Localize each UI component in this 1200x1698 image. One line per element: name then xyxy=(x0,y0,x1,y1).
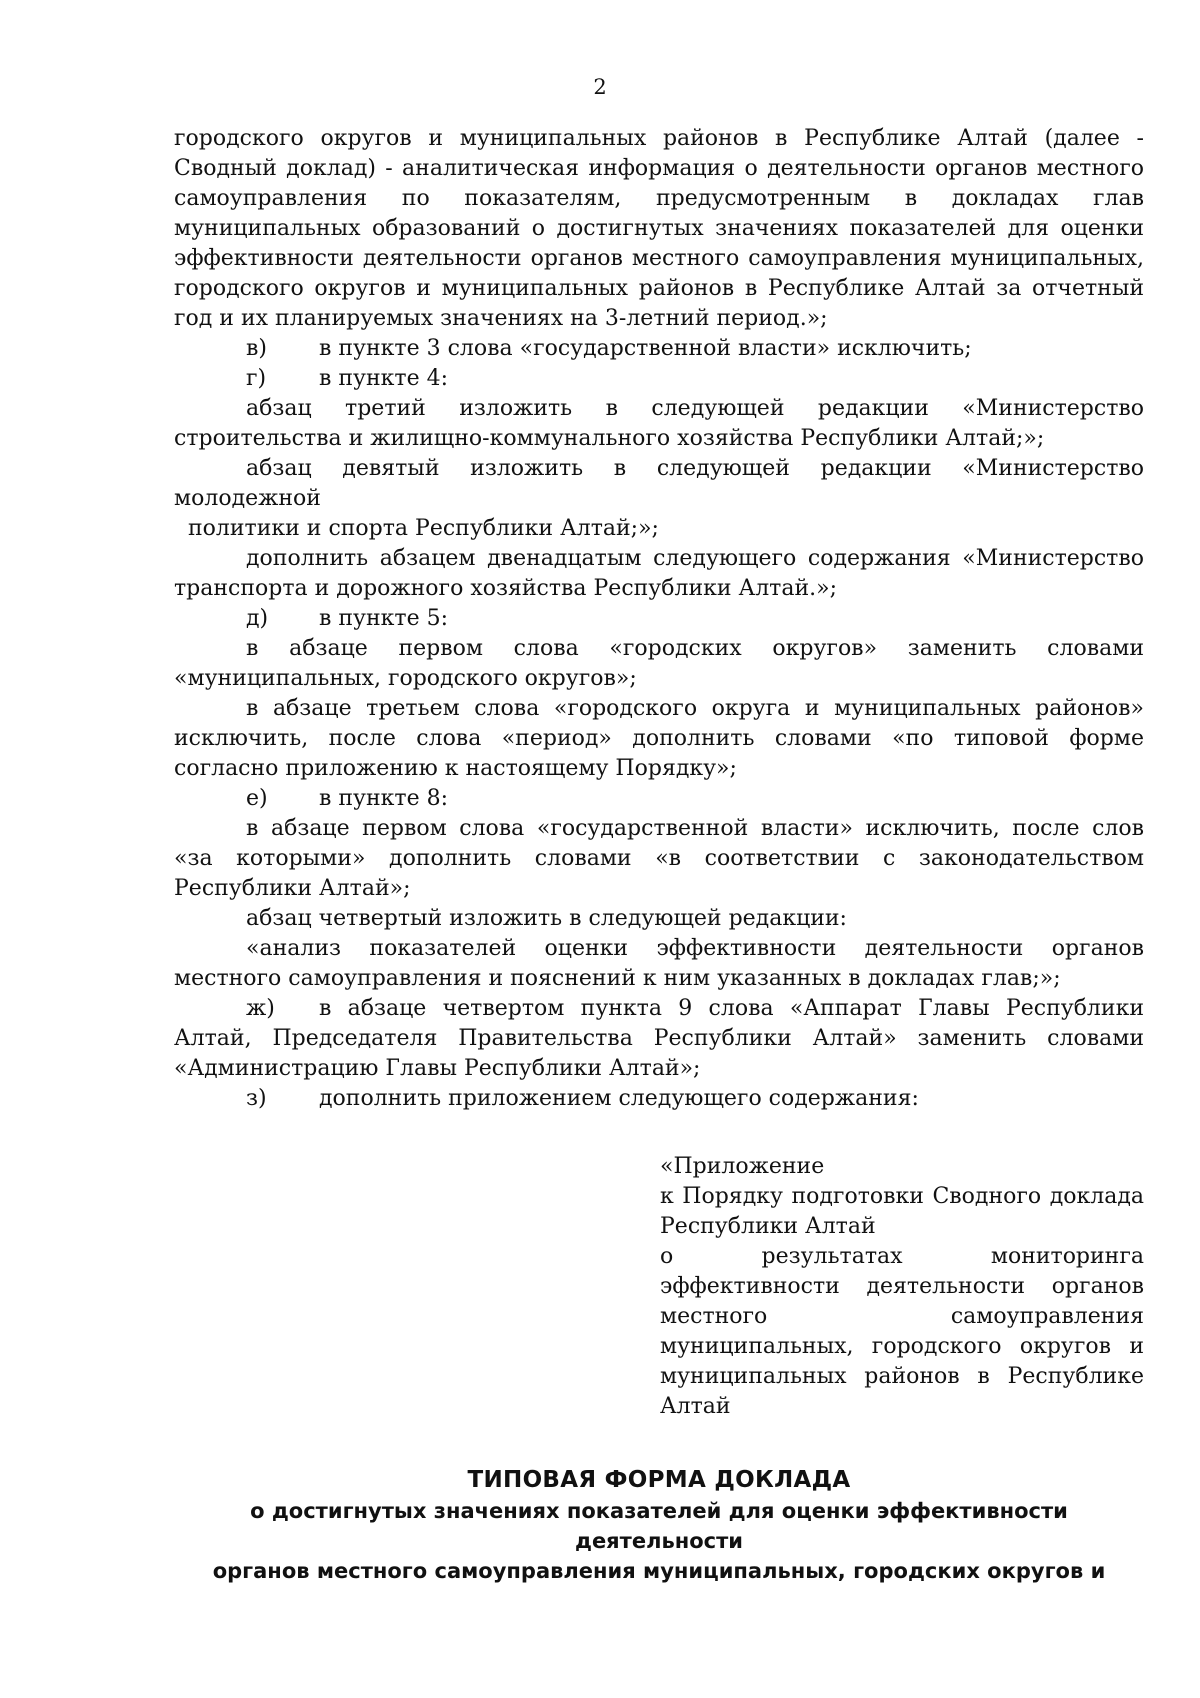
list-item-g xyxy=(246,364,1144,394)
form-title: ТИПОВАЯ ФОРМА ДОКЛАДА xyxy=(467,1467,851,1493)
list-item-e xyxy=(246,784,1144,814)
paragraph: в абзаце первом слова «городских округов» заменить словами «муниципальных, городского округов»; xyxy=(174,636,1144,691)
appendix-label: «Приложение xyxy=(660,1154,825,1179)
appendix-header xyxy=(660,1152,1144,1422)
form-subtitle-line: органов местного самоуправления муниципальных, городских округов и xyxy=(212,1559,1106,1583)
list-item-zh xyxy=(174,994,1144,1084)
list-item-text: дополнить приложением следующего содержания: xyxy=(319,1086,919,1111)
form-title-block xyxy=(174,1464,1144,1586)
page-number: 2 xyxy=(593,75,607,99)
list-marker: д) xyxy=(246,606,269,631)
paragraph: дополнить абзацем двенадцатым следующего содержания «Министерство транспорта и дорожного хозяйства Республики Алтай.»; xyxy=(174,546,1144,601)
list-marker: г) xyxy=(246,366,267,391)
paragraph: абзац девятый изложить в следующей редакции «Министерство молодежной xyxy=(174,456,1144,511)
list-item-z xyxy=(246,1084,1144,1114)
list-marker: ж) xyxy=(246,996,275,1021)
list-item-d xyxy=(246,604,1144,634)
list-marker: е) xyxy=(246,786,268,811)
appendix-description: о результатах мониторинга эффективности деятельности органов местного самоуправления муниципальных, городского округов и муниципальных районов в Республике Алтай xyxy=(660,1244,1144,1419)
list-item-text: в абзаце четвертом пункта 9 слова «Аппарат Главы Республики Алтай, Председателя Правительства Республики Алтай» заменить словами «Администрацию Главы Республики Алтай»; xyxy=(174,996,1144,1081)
list-marker: в) xyxy=(246,336,267,361)
paragraph-continuation: политики и спорта Республики Алтай;»; xyxy=(188,516,659,541)
paragraph-continuation: городского округов и муниципальных районов в Республике Алтай (далее - Сводный доклад) - аналитическая информация о деятельности органов местного самоуправления по показателям, предусмотренным в докладах глав муниципальных образований о достигнутых значениях показателей для оценки эффективности деятельности органов местного самоуправления муниципальных, городского округов и муниципальных районов в Республике Алтай за отчетный год и их планируемых значениях на 3-летний период.»; xyxy=(174,126,1144,331)
list-item-text: в пункте 4: xyxy=(319,366,448,391)
list-item-text: в пункте 3 слова «государственной власти» исключить; xyxy=(319,336,972,361)
paragraph: в абзаце первом слова «государственной власти» исключить, после слов «за которыми» дополнить словами «в соответствии с законодательством Республики Алтай»; xyxy=(174,816,1144,901)
list-item-v xyxy=(246,334,1144,364)
paragraph: «анализ показателей оценки эффективности деятельности органов местного самоуправления и пояснений к ним указанных в докладах глав;»; xyxy=(174,936,1144,991)
list-item-text: в пункте 8: xyxy=(319,786,448,811)
list-marker: з) xyxy=(246,1086,267,1111)
document-body xyxy=(174,124,1144,1114)
form-subtitle-line: о достигнутых значениях показателей для оценки эффективности деятельности xyxy=(250,1499,1068,1553)
appendix-reference: к Порядку подготовки Сводного доклада Республики Алтай xyxy=(660,1184,1144,1239)
paragraph: в абзаце третьем слова «городского округа и муниципальных районов» исключить, после слова «период» дополнить словами «по типовой форме согласно приложению к настоящему Порядку»; xyxy=(174,696,1144,781)
list-item-text: в пункте 5: xyxy=(319,606,448,631)
paragraph: абзац четвертый изложить в следующей редакции: xyxy=(246,906,847,931)
paragraph: абзац третий изложить в следующей редакции «Министерство строительства и жилищно-коммунального хозяйства Республики Алтай;»; xyxy=(174,396,1144,451)
